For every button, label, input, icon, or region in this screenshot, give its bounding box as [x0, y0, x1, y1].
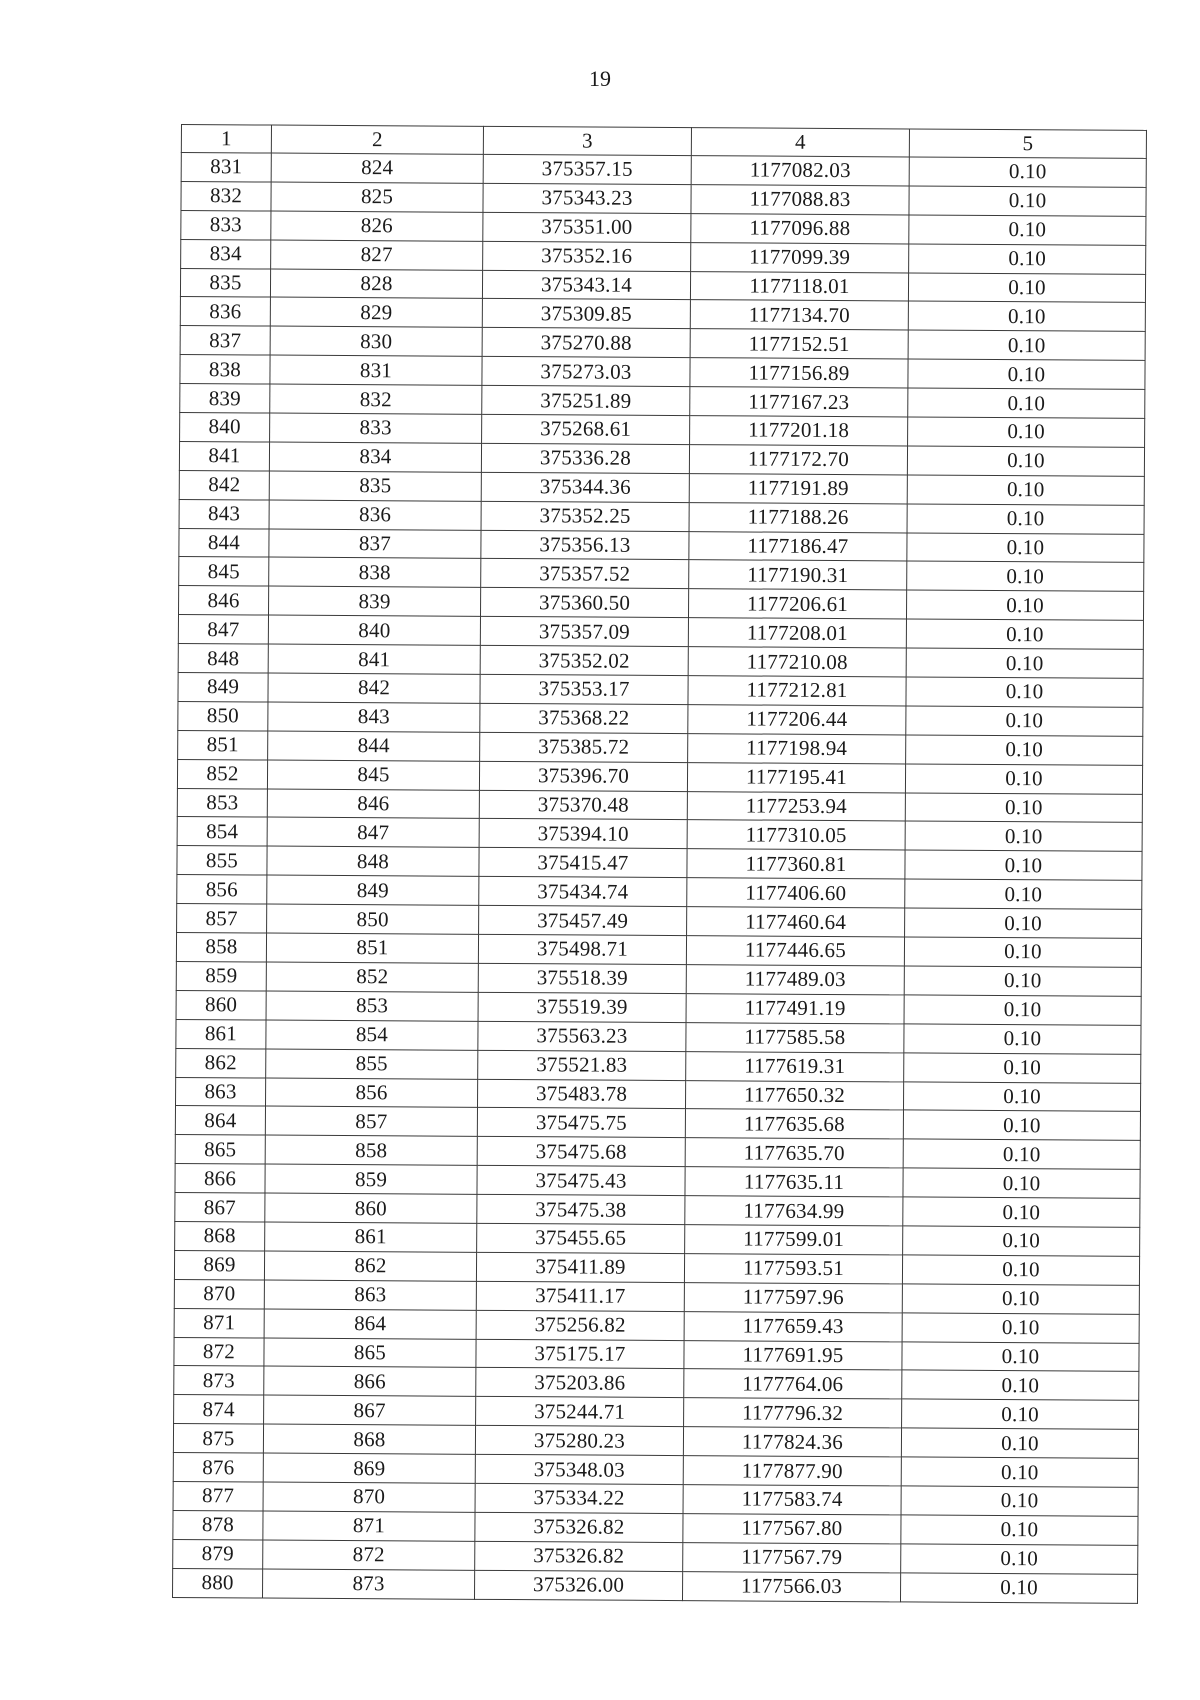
- table-cell: 1177198.94: [688, 733, 906, 763]
- table-cell: 0.10: [909, 215, 1146, 245]
- table-cell: 1177634.99: [685, 1196, 903, 1226]
- table-cell: 1177567.79: [683, 1542, 901, 1572]
- table-cell: 0.10: [906, 677, 1143, 707]
- table-cell: 872: [174, 1337, 264, 1366]
- table-cell: 1177188.26: [689, 502, 907, 532]
- table-cell: 375475.38: [477, 1194, 685, 1224]
- table-cell: 880: [173, 1568, 263, 1597]
- table-cell: 1177691.95: [684, 1340, 902, 1370]
- table-cell: 839: [269, 586, 481, 616]
- table-cell: 1177764.06: [684, 1369, 902, 1399]
- table-cell: 1177088.83: [691, 185, 909, 215]
- table-cell: 1177635.70: [685, 1138, 903, 1168]
- table-cell: 850: [178, 701, 268, 730]
- table-cell: 0.10: [902, 1370, 1139, 1400]
- table-cell: 0.10: [901, 1544, 1138, 1574]
- table-cell: 375483.78: [477, 1079, 685, 1109]
- table-cell: 871: [263, 1511, 475, 1541]
- table-cell: 857: [265, 1106, 477, 1136]
- table-cell: 1177152.51: [690, 329, 908, 359]
- table-cell: 1177206.44: [688, 705, 906, 735]
- table-cell: 0.10: [908, 301, 1145, 331]
- table-cell: 858: [176, 933, 266, 962]
- table-cell: 869: [174, 1250, 264, 1279]
- table-cell: 842: [179, 470, 269, 499]
- table-cell: 866: [175, 1164, 265, 1193]
- table-cell: 836: [180, 297, 270, 326]
- table-cell: 1177156.89: [690, 358, 908, 388]
- column-header-2: 2: [271, 125, 483, 154]
- table-cell: 863: [176, 1077, 266, 1106]
- table-cell: 861: [176, 1019, 266, 1048]
- table-cell: 872: [263, 1540, 475, 1570]
- table-cell: 1177167.23: [690, 387, 908, 417]
- table-cell: 1177360.81: [687, 849, 905, 879]
- table-cell: 375326.82: [475, 1512, 683, 1542]
- table-cell: 375175.17: [476, 1339, 684, 1369]
- table-cell: 1177099.39: [691, 242, 909, 272]
- table-cell: 1177597.96: [684, 1282, 902, 1312]
- table-cell: 1177796.32: [684, 1398, 902, 1428]
- table-cell: 1177593.51: [684, 1253, 902, 1283]
- table-cell: 0.10: [907, 561, 1144, 591]
- table-cell: 834: [181, 239, 271, 268]
- table-cell: 827: [271, 240, 483, 270]
- table-cell: 0.10: [909, 157, 1146, 187]
- table-cell: 877: [173, 1481, 263, 1510]
- table-cell: 824: [271, 153, 483, 183]
- table-cell: 1177877.90: [683, 1456, 901, 1486]
- table-cell: 837: [180, 326, 270, 355]
- table-cell: 0.10: [903, 1110, 1140, 1140]
- table-cell: 853: [266, 991, 478, 1021]
- table-cell: 0.10: [903, 1139, 1140, 1169]
- table-cell: 1177210.08: [688, 647, 906, 677]
- table-cell: 375273.03: [482, 357, 690, 387]
- column-header-3: 3: [483, 126, 691, 155]
- table-cell: 855: [177, 846, 267, 875]
- table-cell: 375518.39: [478, 963, 686, 993]
- table-cell: 1177172.70: [689, 445, 907, 475]
- table-cell: 833: [181, 210, 271, 239]
- table-cell: 0.10: [908, 359, 1145, 389]
- table-cell: 0.10: [908, 417, 1145, 447]
- table-cell: 1177824.36: [683, 1427, 901, 1457]
- table-cell: 873: [174, 1366, 264, 1395]
- table-cell: 846: [179, 586, 269, 615]
- table-cell: 1177082.03: [691, 156, 909, 186]
- table-cell: 375352.02: [480, 645, 688, 675]
- table-cell: 0.10: [906, 706, 1143, 736]
- table-cell: 825: [271, 182, 483, 212]
- table-cell: 878: [173, 1510, 263, 1539]
- table-cell: 0.10: [904, 1024, 1141, 1054]
- table-cell: 0.10: [904, 1053, 1141, 1083]
- table-cell: 848: [267, 846, 479, 876]
- table-cell: 1177195.41: [687, 762, 905, 792]
- table-cell: 867: [175, 1193, 265, 1222]
- table-cell: 375268.61: [482, 414, 690, 444]
- table-cell: 375334.22: [475, 1483, 683, 1513]
- table-cell: 375357.15: [483, 154, 691, 184]
- table-cell: 0.10: [903, 1081, 1140, 1111]
- table-cell: 1177650.32: [685, 1080, 903, 1110]
- table-cell: 840: [180, 413, 270, 442]
- table-cell: 375475.68: [477, 1137, 685, 1167]
- table-cell: 831: [181, 153, 271, 182]
- table-cell: 375326.82: [475, 1541, 683, 1571]
- table-cell: 857: [177, 904, 267, 933]
- table-cell: 375244.71: [476, 1397, 684, 1427]
- table-cell: 0.10: [903, 1197, 1140, 1227]
- table-cell: 859: [265, 1164, 477, 1194]
- table-cell: 847: [178, 615, 268, 644]
- table-cell: 375519.39: [478, 992, 686, 1022]
- table-cell: 865: [264, 1338, 476, 1368]
- table-cell: 848: [178, 644, 268, 673]
- table-cell: 863: [264, 1280, 476, 1310]
- table-cell: 375352.25: [481, 501, 689, 531]
- table-cell: 1177635.11: [685, 1167, 903, 1197]
- table-cell: 856: [266, 1078, 478, 1108]
- table-cell: 871: [174, 1308, 264, 1337]
- table-cell: 0.10: [903, 1226, 1140, 1256]
- table-cell: 850: [267, 904, 479, 934]
- table-cell: 846: [267, 789, 479, 819]
- table-cell: 375498.71: [478, 934, 686, 964]
- table-cell: 856: [177, 875, 267, 904]
- table-cell: 836: [269, 500, 481, 530]
- table-cell: 1177253.94: [687, 791, 905, 821]
- table-cell: 852: [177, 759, 267, 788]
- table-cell: 375353.17: [480, 674, 688, 704]
- table-cell: 0.10: [908, 388, 1145, 418]
- table-cell: 838: [180, 355, 270, 384]
- table-cell: 849: [267, 875, 479, 905]
- table-cell: 1177186.47: [689, 531, 907, 561]
- table-cell: 375203.86: [476, 1368, 684, 1398]
- table-cell: 375455.65: [477, 1223, 685, 1253]
- table-cell: 375351.00: [483, 212, 691, 242]
- column-header-1: 1: [181, 125, 271, 154]
- table-cell: 375336.28: [481, 443, 689, 473]
- table-cell: 855: [266, 1049, 478, 1079]
- table-cell: 829: [270, 298, 482, 328]
- column-header-4: 4: [691, 128, 909, 157]
- table-cell: 0.10: [902, 1399, 1139, 1429]
- table-body: [173, 153, 1147, 1603]
- table-cell: 375434.74: [479, 877, 687, 907]
- table-cell: 0.10: [908, 273, 1145, 303]
- table-cell: 1177635.68: [685, 1109, 903, 1139]
- table-cell: 1177491.19: [686, 993, 904, 1023]
- table-cell: 375356.13: [481, 530, 689, 560]
- table-cell: 879: [173, 1539, 263, 1568]
- table-cell: 375326.00: [474, 1570, 682, 1600]
- table-cell: 0.10: [900, 1573, 1137, 1603]
- table-cell: 375344.36: [481, 472, 689, 502]
- table-cell: 1177489.03: [686, 965, 904, 995]
- table-cell: 0.10: [901, 1457, 1138, 1487]
- table-cell: 866: [264, 1366, 476, 1396]
- table-cell: 838: [269, 558, 481, 588]
- table-cell: 847: [267, 818, 479, 848]
- table-cell: 854: [177, 817, 267, 846]
- table-cell: 1177659.43: [684, 1311, 902, 1341]
- table-cell: 0.10: [902, 1313, 1139, 1343]
- table-cell: 870: [263, 1482, 475, 1512]
- table-cell: 839: [180, 384, 270, 413]
- table-cell: 849: [178, 673, 268, 702]
- table-cell: 375368.22: [480, 703, 688, 733]
- table-cell: 845: [179, 557, 269, 586]
- table-cell: 826: [271, 211, 483, 241]
- table-cell: 840: [268, 615, 480, 645]
- table-cell: 1177206.61: [688, 589, 906, 619]
- table-cell: 0.10: [907, 446, 1144, 476]
- table-cell: 375352.16: [483, 241, 691, 271]
- table-cell: 835: [269, 471, 481, 501]
- table-cell: 0.10: [902, 1284, 1139, 1314]
- table-cell: 0.10: [906, 735, 1143, 765]
- table-cell: 875: [173, 1424, 263, 1453]
- table-cell: 0.10: [901, 1515, 1138, 1545]
- table-cell: 832: [181, 181, 271, 210]
- table-cell: 841: [268, 644, 480, 674]
- table-cell: 0.10: [903, 1168, 1140, 1198]
- table-cell: 851: [178, 730, 268, 759]
- table-cell: 868: [175, 1221, 265, 1250]
- table-cell: 375394.10: [479, 819, 687, 849]
- table-cell: 375475.75: [477, 1108, 685, 1138]
- table-cell: 862: [264, 1251, 476, 1281]
- table-cell: 375370.48: [479, 790, 687, 820]
- table-cell: 1177212.81: [688, 676, 906, 706]
- table-cell: 842: [268, 673, 480, 703]
- table-cell: 874: [174, 1395, 264, 1424]
- table-cell: 375270.88: [482, 328, 690, 358]
- table-cell: 0.10: [905, 879, 1142, 909]
- table-cell: 837: [269, 529, 481, 559]
- table-cell: 375396.70: [479, 761, 687, 791]
- table-cell: 854: [266, 1020, 478, 1050]
- table-cell: 832: [270, 384, 482, 414]
- table-cell: 834: [269, 442, 481, 472]
- table-cell: 375343.23: [483, 183, 691, 213]
- coordinate-table: [172, 124, 1147, 1603]
- table-cell: 828: [270, 269, 482, 299]
- table-cell: 867: [264, 1395, 476, 1425]
- table-row: [173, 1568, 1138, 1603]
- table-cell: 1177118.01: [690, 271, 908, 301]
- table-cell: 1177406.60: [687, 878, 905, 908]
- table-cell: 0.10: [905, 908, 1142, 938]
- table-cell: 853: [177, 788, 267, 817]
- table-cell: 375563.23: [478, 1021, 686, 1051]
- table-cell: 868: [263, 1424, 475, 1454]
- table-cell: 1177583.74: [683, 1485, 901, 1515]
- table-cell: 0.10: [908, 330, 1145, 360]
- table-cell: 0.10: [906, 619, 1143, 649]
- table-cell: 0.10: [905, 821, 1142, 851]
- table-cell: 858: [265, 1135, 477, 1165]
- table-cell: 0.10: [906, 590, 1143, 620]
- table-cell: 859: [176, 961, 266, 990]
- table-cell: 0.10: [901, 1486, 1138, 1516]
- table-cell: 1177585.58: [686, 1022, 904, 1052]
- table-cell: 1177446.65: [686, 936, 904, 966]
- table-cell: 375357.52: [481, 559, 689, 589]
- page-number: 19: [589, 66, 611, 91]
- table-cell: 1177208.01: [688, 618, 906, 648]
- table-cell: 1177310.05: [687, 820, 905, 850]
- table-cell: 843: [268, 702, 480, 732]
- table-cell: 864: [175, 1106, 265, 1135]
- table-cell: 835: [180, 268, 270, 297]
- table-cell: 1177201.18: [690, 416, 908, 446]
- table-cell: 375348.03: [475, 1454, 683, 1484]
- table-cell: 869: [263, 1453, 475, 1483]
- table-cell: 375411.89: [476, 1252, 684, 1282]
- table-cell: 375357.09: [480, 617, 688, 647]
- table-cell: 375415.47: [479, 848, 687, 878]
- table-cell: 873: [263, 1569, 475, 1599]
- table-cell: 1177567.80: [683, 1513, 901, 1543]
- table-cell: 375475.43: [477, 1166, 685, 1196]
- table-cell: 1177599.01: [685, 1225, 903, 1255]
- table-cell: 845: [267, 760, 479, 790]
- table-cell: 0.10: [907, 533, 1144, 563]
- table-cell: 852: [266, 962, 478, 992]
- table-cell: 0.10: [905, 793, 1142, 823]
- table-cell: 375251.89: [482, 385, 690, 415]
- table-cell: 0.10: [909, 186, 1146, 216]
- table-cell: 0.10: [902, 1341, 1139, 1371]
- table-cell: 844: [179, 528, 269, 557]
- table-cell: 860: [265, 1193, 477, 1223]
- table-cell: 1177460.64: [687, 907, 905, 937]
- table-cell: 864: [264, 1309, 476, 1339]
- table-cell: 1177190.31: [689, 560, 907, 590]
- table-cell: 375385.72: [480, 732, 688, 762]
- table-cell: 1177134.70: [690, 300, 908, 330]
- column-header-5: 5: [909, 129, 1146, 158]
- table-cell: 851: [266, 933, 478, 963]
- table-cell: 1177191.89: [689, 473, 907, 503]
- table-cell: 831: [270, 355, 482, 385]
- table-cell: 1177096.88: [691, 213, 909, 243]
- table-cell: 865: [175, 1135, 265, 1164]
- table-cell: 0.10: [907, 504, 1144, 534]
- table-cell: 841: [179, 441, 269, 470]
- table-cell: 830: [270, 326, 482, 356]
- table-cell: 862: [176, 1048, 266, 1077]
- table-cell: 876: [173, 1453, 263, 1482]
- table-cell: 0.10: [909, 244, 1146, 274]
- table-cell: 0.10: [904, 966, 1141, 996]
- table-cell: 0.10: [905, 850, 1142, 880]
- table-cell: 375411.17: [476, 1281, 684, 1311]
- table-cell: 0.10: [907, 475, 1144, 505]
- table-cell: 870: [174, 1279, 264, 1308]
- table-cell: 0.10: [904, 937, 1141, 967]
- table-cell: 0.10: [902, 1255, 1139, 1285]
- table-cell: 0.10: [901, 1428, 1138, 1458]
- table-cell: 375309.85: [482, 299, 690, 329]
- table-cell: 375343.14: [482, 270, 690, 300]
- table-cell: 375256.82: [476, 1310, 684, 1340]
- table-cell: 833: [270, 413, 482, 443]
- table-cell: 0.10: [904, 995, 1141, 1025]
- table-cell: 0.10: [906, 648, 1143, 678]
- table-cell: 1177566.03: [682, 1571, 900, 1601]
- table-cell: 860: [176, 990, 266, 1019]
- table-cell: 843: [179, 499, 269, 528]
- table-cell: 375280.23: [475, 1426, 683, 1456]
- table-cell: 1177619.31: [686, 1051, 904, 1081]
- table-cell: 0.10: [905, 764, 1142, 794]
- table-cell: 861: [265, 1222, 477, 1252]
- table-cell: 375457.49: [479, 905, 687, 935]
- table-cell: 844: [268, 731, 480, 761]
- table-cell: 375521.83: [478, 1050, 686, 1080]
- table-cell: 375360.50: [480, 588, 688, 618]
